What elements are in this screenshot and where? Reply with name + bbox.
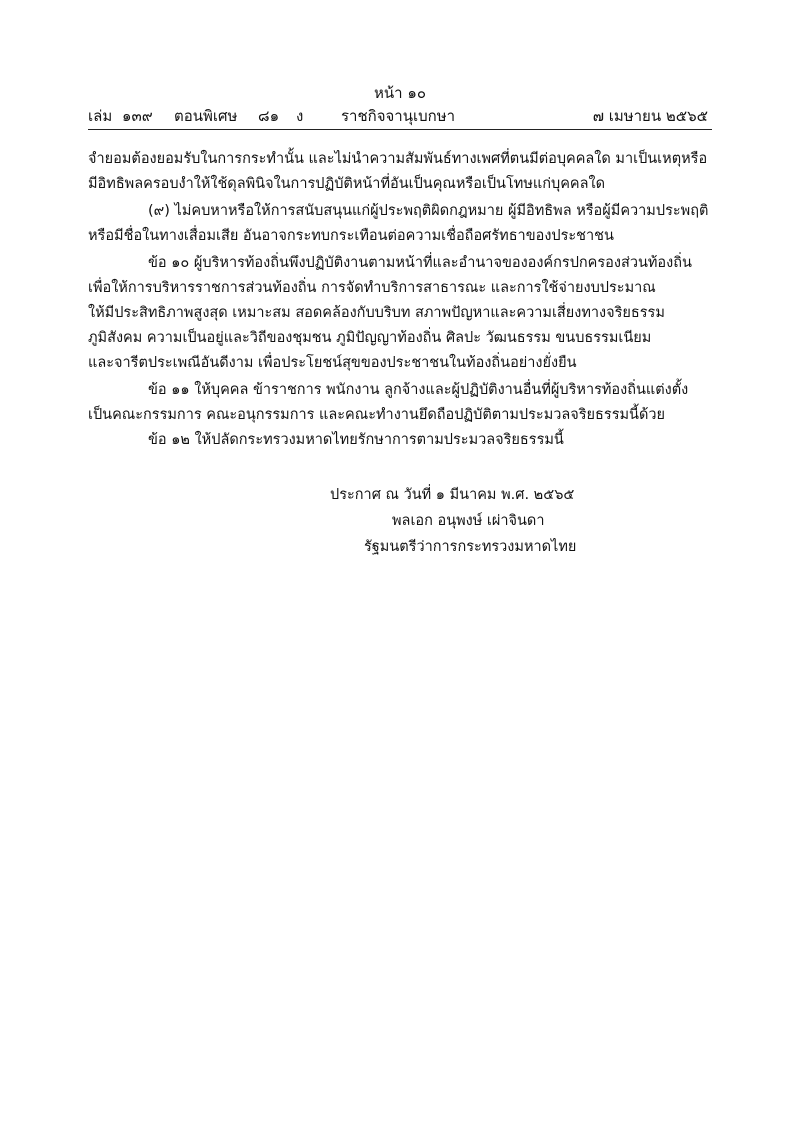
- issue-number: ๘๑: [258, 107, 280, 125]
- text-line: เป็นคณะกรรมการ คณะอนุกรรมการ และคณะทำงานยึดถือปฏิบัติตามประมวลจริยธรรมนี้ด้วย: [88, 407, 666, 423]
- section-letter: ง: [296, 107, 304, 125]
- announcement-date: ประกาศ ณ วันที่ ๑ มีนาคม พ.ศ. ๒๕๖๕: [330, 487, 575, 503]
- issue-label: ตอนพิเศษ: [174, 107, 238, 125]
- page-number: หน้า ๑๐: [373, 84, 426, 102]
- article-10-line: ข้อ ๑๐ ผู้บริหารท้องถิ่นพึงปฏิบัติงานตามหน้าที่และอำนาจขององค์กรปกครองส่วนท้องถิ่น: [148, 255, 692, 271]
- publication-date: ๗ เมษายน ๒๕๖๕: [592, 107, 708, 125]
- text-line: จำยอมต้องยอมรับในการกระทำนั้น และไม่นำความสัมพันธ์ทางเพศที่ตนมีต่อบุคคลใด มาเป็นเหตุหรือ: [88, 151, 708, 167]
- volume-number: ๑๓๙: [122, 107, 153, 125]
- text-line: เพื่อให้การบริหารราชการส่วนท้องถิ่น การจัดทำบริการสาธารณะ และการใช้จ่ายงบประมาณ: [88, 280, 656, 296]
- text-line: และจารีตประเพณีอันดีงาม เพื่อประโยชน์สุขของประชาชนในท้องถิ่นอย่างยั่งยืน: [88, 355, 577, 371]
- clause-9-line: (๙) ไม่คบหาหรือให้การสนับสนุนแก่ผู้ประพฤติผิดกฎหมาย ผู้มีอิทธิพล หรือผู้มีความประพฤติ: [148, 203, 709, 219]
- signatory-position: รัฐมนตรีว่าการกระทรวงมหาดไทย: [364, 539, 577, 555]
- header-divider: [88, 129, 712, 130]
- gazette-header: [88, 106, 708, 128]
- article-12-line: ข้อ ๑๒ ให้ปลัดกระทรวงมหาดไทยรักษาการตามประมวลจริยธรรมนี้: [148, 432, 564, 448]
- text-line: หรือมีชื่อในทางเสื่อมเสีย อันอาจกระทบกระเทือนต่อความเชื่อถือศรัทธาของประชาชน: [88, 228, 614, 244]
- text-line: มีอิทธิพลครอบงำให้ใช้ดุลพินิจในการปฏิบัติหน้าที่อันเป็นคุณหรือเป็นโทษแก่บุคคลใด: [88, 176, 605, 192]
- signatory-name: พลเอก อนุพงษ์ เผ่าจินดา: [392, 513, 545, 529]
- text-line: ให้มีประสิทธิภาพสูงสุด เหมาะสม สอดคล้องกับบริบท สภาพปัญหาและความเสี่ยงทางจริยธรรม: [88, 305, 665, 321]
- volume-label: เล่ม: [88, 107, 113, 125]
- article-11-line: ข้อ ๑๑ ให้บุคคล ข้าราชการ พนักงาน ลูกจ้างและผู้ปฏิบัติงานอื่นที่ผู้บริหารท้องถิ่นแต่งตั้ง: [148, 382, 689, 398]
- text-line: ภูมิสังคม ความเป็นอยู่และวิถีของชุมชน ภูมิปัญญาท้องถิ่น ศิลปะ วัฒนธรรม ขนบธรรมเนียม: [88, 330, 652, 346]
- gazette-name: ราชกิจจานุเบกษา: [340, 107, 456, 125]
